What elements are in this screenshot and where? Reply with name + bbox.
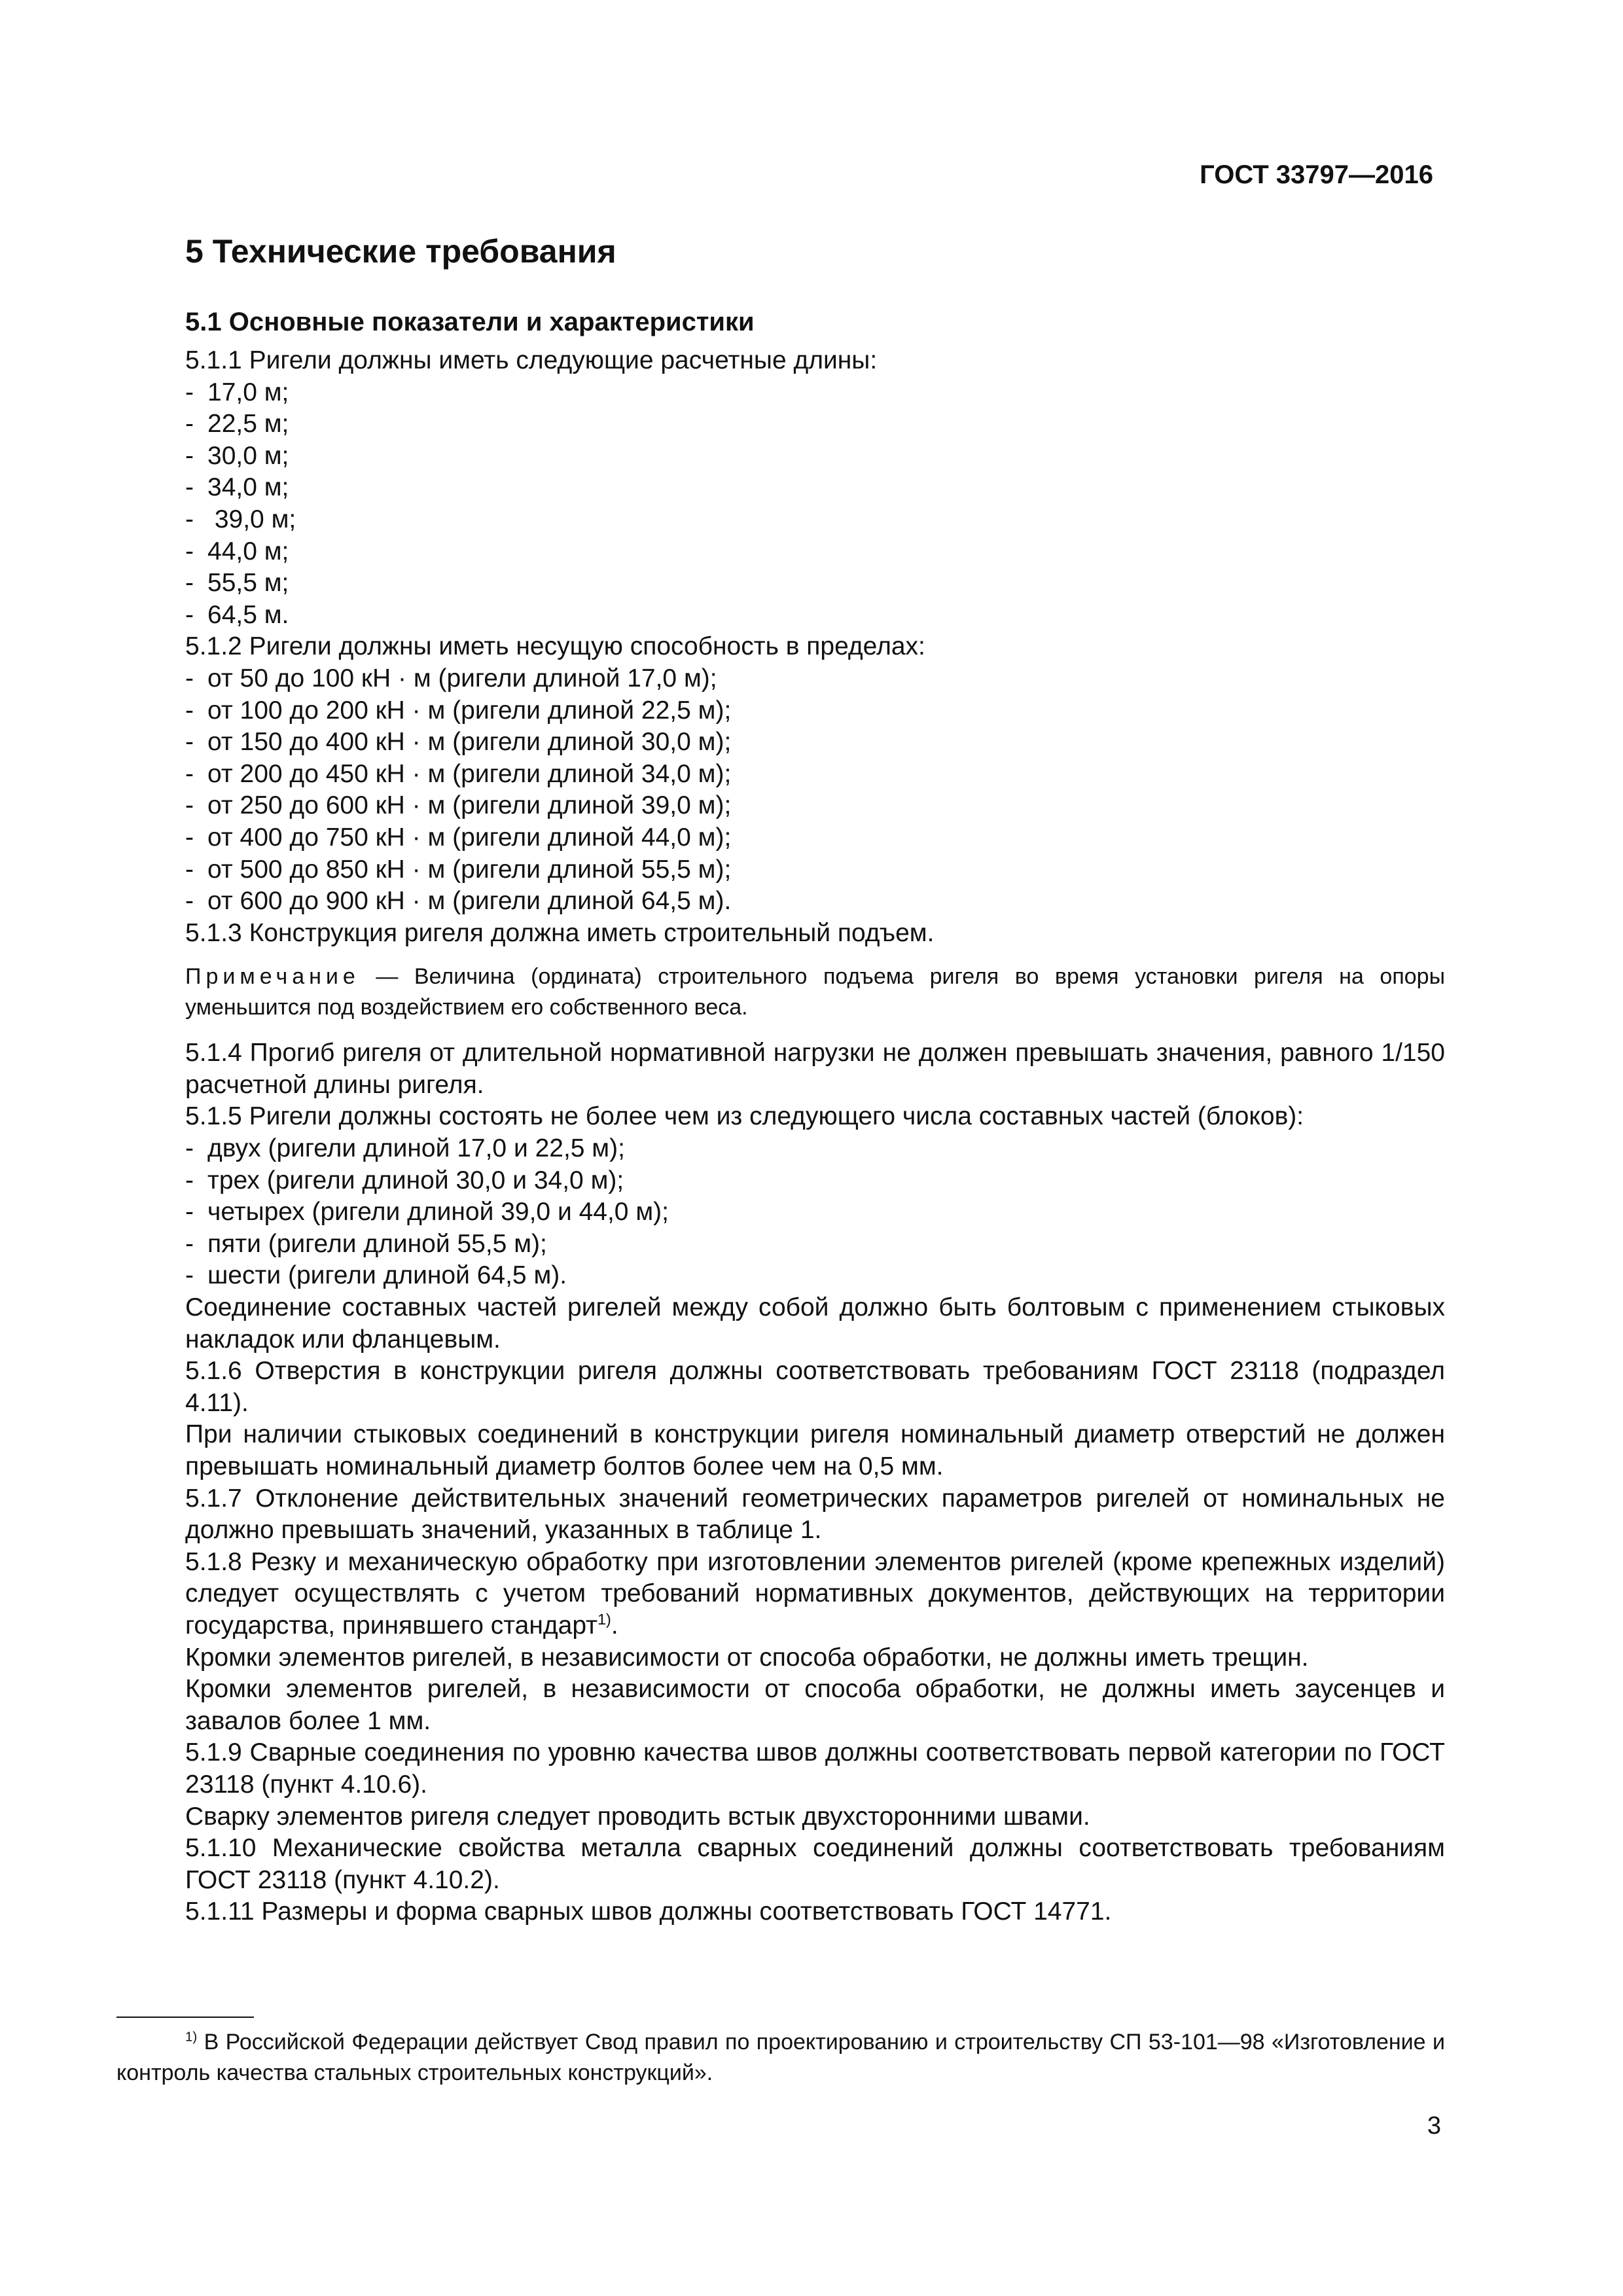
paragraph-5-1-3: 5.1.3 Конструкция ригеля должна иметь строительный подъем.	[185, 918, 935, 947]
capacity-item: - от 200 до 450 кН · м (ригели длиной 34,0 м);	[116, 759, 1445, 791]
subsection-title: 5.1 Основные показатели и характеристики	[185, 308, 755, 336]
page-number: 3	[1427, 2112, 1441, 2140]
paragraph-5-1-10: 5.1.10 Механические свойства металла сварных соединений должны соответствовать требованиям ГОСТ 23118 (пункт 4.10.2).	[185, 1834, 1445, 1894]
paragraph-5-1-4: 5.1.4 Прогиб ригеля от длительной нормативной нагрузки не должен превышать значения, равного 1/150 расчетной длины ригеля.	[185, 1039, 1445, 1099]
paragraph-5-1-2: 5.1.2 Ригели должны иметь несущую способность в пределах:	[185, 632, 925, 661]
capacity-item: - от 250 до 600 кН · м (ригели длиной 39,0 м);	[116, 790, 1445, 822]
capacity-item: - от 400 до 750 кН · м (ригели длиной 44,0 м);	[116, 822, 1445, 854]
paragraph-5-1-8	[116, 1547, 1445, 1642]
paragraph-5-1-6: 5.1.6 Отверстия в конструкции ригеля должны соответствовать требованиям ГОСТ 23118 (подраздел 4.11).	[185, 1357, 1445, 1417]
capacity-item: - от 500 до 850 кН · м (ригели длиной 55,5 м);	[116, 854, 1445, 886]
footnote	[116, 2027, 1445, 2089]
capacity-item: - от 50 до 100 кН · м (ригели длиной 17,0 м);	[116, 663, 1445, 695]
paragraph-5-1-8-cracks: Кромки элементов ригелей, в независимости от способа обработки, не должны иметь трещин.	[185, 1643, 1309, 1672]
block-item: - трех (ригели длиной 30,0 и 34,0 м);	[116, 1165, 1445, 1197]
length-item: - 44,0 м;	[116, 536, 1445, 568]
length-item: - 39,0 м;	[116, 504, 1445, 536]
document-body	[116, 345, 1445, 1928]
length-item: - 22,5 м;	[116, 408, 1445, 440]
capacity-item: - от 150 до 400 кН · м (ригели длиной 30,0 м);	[116, 726, 1445, 759]
paragraph-5-1-9: 5.1.9 Сварные соединения по уровню качества швов должны соответствовать первой категории по ГОСТ 23118 (пункт 4.10.6).	[185, 1738, 1445, 1799]
footnote-mark: 1)	[185, 2030, 198, 2045]
footnote-divider	[116, 2017, 254, 2018]
note-text: — Величина (ордината) строительного подъема ригеля во время установки ригеля на опоры уменьшится под воздействием его собственного веса.	[185, 964, 1445, 1020]
block-item: - пяти (ригели длиной 55,5 м);	[116, 1229, 1445, 1261]
footnote-text: В Российской Федерации действует Свод правил по проектированию и строительству СП 53-101—98 «Изготовление и контроль качества стальных строительных конструкций».	[116, 2030, 1445, 2085]
length-item: - 17,0 м;	[116, 377, 1445, 409]
paragraph-5-1-1: 5.1.1 Ригели должны иметь следующие расчетные длины:	[185, 346, 878, 374]
capacity-item: - от 100 до 200 кН · м (ригели длиной 22,5 м);	[116, 695, 1445, 727]
length-item: - 30,0 м;	[116, 440, 1445, 473]
paragraph-5-1-8-text: 5.1.8 Резку и механическую обработку при изготовлении элементов ригелей (кроме крепежных изделий) следует осуществлять с учетом требований нормативных документов, действующих на территории государства, принявшего стандарт	[185, 1547, 1445, 1640]
paragraph-5-1-9-welding: Сварку элементов ригеля следует проводить встык двухсторонними швами.	[185, 1802, 1090, 1831]
note	[116, 961, 1445, 1023]
length-item: - 34,0 м;	[116, 472, 1445, 504]
capacity-item: - от 600 до 900 кН · м (ригели длиной 64,5 м).	[116, 886, 1445, 918]
paragraph-5-1-5-joints: Соединение составных частей ригелей между собой должно быть болтовым с применением стыковых накладок или фланцевым.	[185, 1293, 1445, 1354]
paragraph-5-1-7: 5.1.7 Отклонение действительных значений геометрических параметров ригелей от номинальных не должно превышать значений, указанных в таблице 1.	[185, 1484, 1445, 1545]
block-item: - двух (ригели длиной 17,0 и 22,5 м);	[116, 1133, 1445, 1165]
paragraph-5-1-8-end: .	[611, 1611, 618, 1640]
block-item: - шести (ригели длиной 64,5 м).	[116, 1260, 1445, 1292]
document-code: ГОСТ 33797—2016	[1200, 160, 1433, 189]
section-title: 5 Технические требования	[185, 233, 616, 270]
length-item: - 55,5 м;	[116, 567, 1445, 600]
note-label: Примечание	[185, 964, 360, 990]
paragraph-5-1-5: 5.1.5 Ригели должны состоять не более чем из следующего числа составных частей (блоков):	[185, 1102, 1304, 1131]
paragraph-5-1-6-holes: При наличии стыковых соединений в конструкции ригеля номинальный диаметр отверстий не должен превышать номинальный диаметр болтов более чем на 0,5 мм.	[185, 1420, 1445, 1480]
footnote-reference: 1)	[597, 1610, 611, 1628]
length-item: - 64,5 м.	[116, 600, 1445, 632]
paragraph-5-1-11: 5.1.11 Размеры и форма сварных швов должны соответствовать ГОСТ 14771.	[185, 1897, 1112, 1926]
block-item: - четырех (ригели длиной 39,0 и 44,0 м);	[116, 1196, 1445, 1229]
paragraph-5-1-8-burrs: Кромки элементов ригелей, в независимости от способа обработки, не должны иметь заусенцев и завалов более 1 мм.	[185, 1675, 1445, 1735]
